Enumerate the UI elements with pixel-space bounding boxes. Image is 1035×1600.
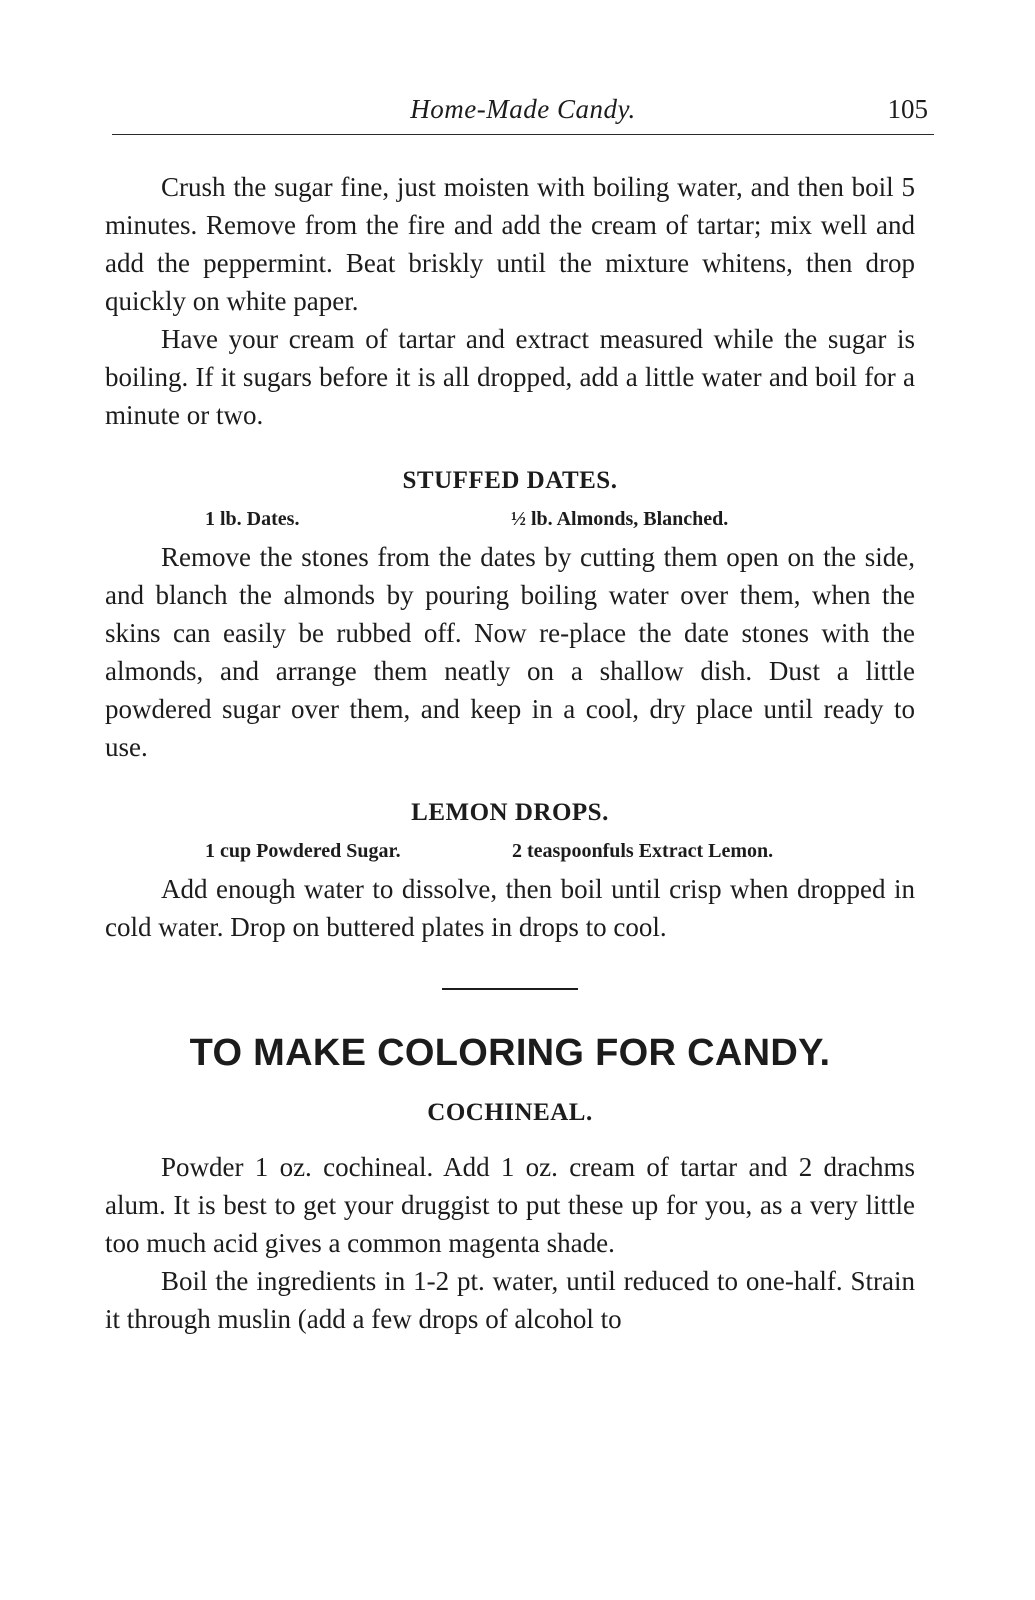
page-body: [105, 168, 915, 1338]
recipe-paragraph: Powder 1 oz. cochineal. Add 1 oz. cream of tartar and 2 drachms alum. It is best to get your druggist to put these up for you, as a very little too much acid gives a common magenta shade.: [105, 1152, 915, 1258]
ingredient-item: 1 cup Powdered Sugar.: [205, 840, 401, 862]
recipe-title-cochineal: COCHINEAL.: [427, 1099, 593, 1126]
running-head: [112, 94, 934, 135]
recipe-title-lemon-drops: LEMON DROPS.: [411, 799, 609, 826]
intro-paragraph: Crush the sugar fine, just moisten with boiling water, and then boil 5 minutes. Remove from the fire and add the cream of tartar; mix well and add the peppermint. Beat briskly until the mixture whitens, then drop quickly on white paper.: [105, 172, 915, 316]
intro-paragraph: Have your cream of tartar and extract measured while the sugar is boiling. If it sugars before it is all dropped, add a little water and boil for a minute or two.: [105, 324, 915, 430]
section-title: TO MAKE COLORING FOR CANDY.: [189, 1032, 831, 1074]
recipe-paragraph: Boil the ingredients in 1-2 pt. water, until reduced to one-half. Strain it through muslin (add a few drops of alcohol to: [105, 1266, 915, 1334]
section-divider: [442, 988, 578, 990]
ingredient-list: [105, 502, 915, 536]
recipe-paragraph: Add enough water to dissolve, then boil until crisp when dropped in cold water. Drop on buttered plates in drops to cool.: [105, 874, 915, 942]
ingredient-item: ½ lb. Almonds, Blanched.: [511, 508, 729, 530]
ingredient-list: [105, 834, 915, 868]
recipe-title-stuffed-dates: STUFFED DATES.: [402, 467, 618, 494]
page-number: 105: [887, 94, 928, 124]
recipe-paragraph: Remove the stones from the dates by cutting them open on the side, and blanch the almonds by pouring boiling water over them, when the skins can easily be rubbed off. Now re-place the date stones with the almonds, and arrange them neatly on a shallow dish. Dust a little powdered sugar over them, and keep in a cool, dry place until ready to use.: [105, 542, 915, 762]
ingredient-item: 2 teaspoonfuls Extract Lemon.: [512, 840, 774, 862]
running-title: Home-Made Candy.: [410, 94, 636, 124]
ingredient-item: 1 lb. Dates.: [205, 508, 300, 530]
